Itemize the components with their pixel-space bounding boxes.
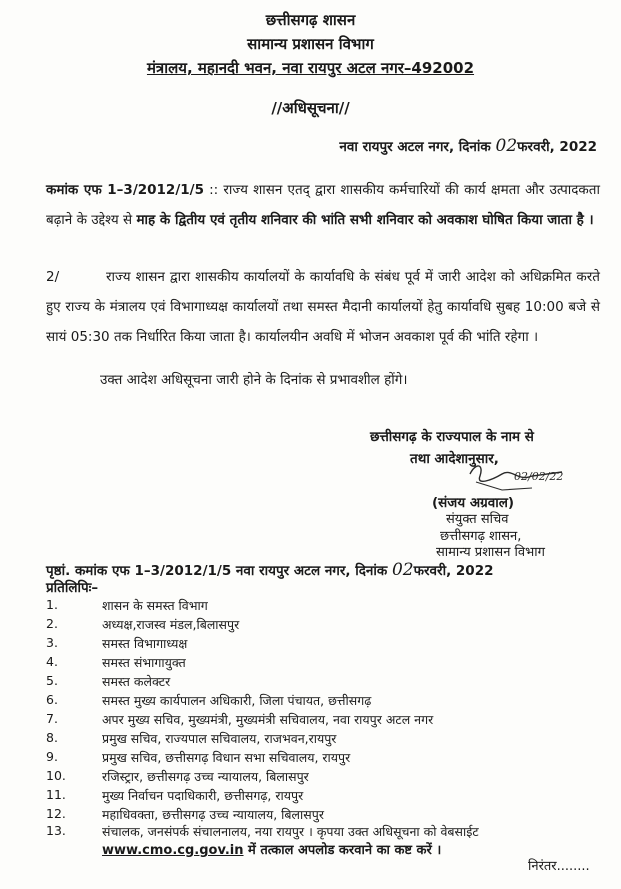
notification-title: //अधिसूचना// xyxy=(271,99,350,117)
endorsement-reference xyxy=(46,560,493,580)
paragraph-2-text: राज्य शासन द्वारा शासकीय कार्यालयों के कार्यावधि के संबंध पूर्व में जारी आदेश को अधिक्रमित करते हुए राज्य के मंत्रालय एवं विभागाध्यक्ष कार्यालयों तथा समस्त मैदानी कार्यालयों हेतु कार्यावधि सुबह 10:00 बजे से सायं 05:30 तक निर्धारित किया जाता है। कार्यालयीन अवधि में भोजन अवकाश पूर्व की भांति रहेगा । xyxy=(46,269,600,345)
paragraph-3: उक्त आदेश अधिसूचना जारी होने के दिनांक से प्रभावशील होंगे। xyxy=(100,372,408,388)
header-government: छत्तीसगढ़ शासन xyxy=(265,11,356,29)
paragraph-2 xyxy=(46,262,600,352)
website-instruction-text: में तत्काल अपलोड करवाने का कष्ट करें । xyxy=(243,843,442,858)
signatory-designation: संयुक्त सचिव xyxy=(446,512,509,527)
endorsement-month-year: फरवरी, 2022 xyxy=(413,563,494,579)
paragraph-1 xyxy=(46,175,600,235)
place-date-prefix: नवा रायपुर अटल नगर, दिनांक xyxy=(339,139,491,155)
paragraph-2-number: 2/ xyxy=(46,269,60,285)
endorsement-day: 02 xyxy=(391,560,414,580)
place-date xyxy=(339,136,597,156)
signatory-department: सामान्य प्रशासन विभाग xyxy=(436,545,545,560)
signatory-government: छत्तीसगढ़ शासन, xyxy=(440,529,522,544)
website-link: www.cmo.cg.gov.in xyxy=(102,843,244,858)
signature-authority-line1: छत्तीसगढ़ के राज्यपाल के नाम से xyxy=(370,429,534,445)
header-department: सामान्य प्रशासन विभाग xyxy=(247,35,374,53)
notification-document: छत्तीसगढ़ शासन सामान्य प्रशासन विभाग मंत्रालय, महानदी भवन, नवा रायपुर अटल नगर–492002 //अधिसूचना// नवा रायपुर अटल नगर, दिनांक 02फरवरी, 2022 कमांक एफ 1–3/2012/1/5 :: राज्य शासन एतद् द्वारा शासकीय कर्मचारियों की कार्य क्षमता और उत्पादकता बढ़ाने के उद्देश्य से माह के द्वितीय एवं तृतीय शनिवार की भांति सभी शनिवार को अवकाश घोषित किया जाता है । 2/ राज्य शासन द्वारा शासकीय कार्यालयों के कार्यावधि के संबंध पूर्व में जारी आदेश को अधिक्रमित करते हुए राज्य के मंत्रालय एवं विभागाध्यक्ष कार्यालयों तथा समस्त मैदानी कार्यालयों हेतु कार्यावधि सुबह 10:00 बजे से सायं 05:30 तक निर्धारित किया जाता है। कार्यालयीन अवधि में भोजन अवकाश पूर्व की भांति रहेगा । उक्त आदेश अधिसूचना जारी होने के दिनांक से प्रभावशील होंगे। छत्तीसगढ़ के राज्यपाल के नाम से तथा आदेशानुसार, 02/02/22 (संजय अग्रवाल) संयुक्त सचिव छत्तीसगढ़ शासन, सामान्य प्रशासन विभाग पृष्ठां. कमांक एफ 1–3/2012/1/5 नवा रायपुर अटल नगर, दिनांक 02फरवरी, 2022 प्रतिलिपिः– 1. शासन के समस्त विभाग 2. अध्यक्ष,राजस्व मंडल,बिलासपुर 3. समस्त विभागाध्यक्ष 4. समस्त संभागायुक्त 5. समस्त कलेक्टर 6. समस्त मुख्य कार्यपालन अधिकारी, जिला पंचायत, छत्तीसगढ़ 7. अपर मुख्य सचिव, मुख्यमंत्री, मुख्यमंत्री सचिवालय, नवा रायपुर अटल नगर 8. प्रमुख सचिव, राज्यपाल सचिवालय, राजभवन,रायपुर 9. प्रमुख सचिव, छत्तीसगढ़ विधान सभा सचिवालय, रायपुर 10. रजिस्ट्रार, छत्तीसगढ़ उच्च न्यायालय, बिलासपुर 11. मुख्य निर्वाचन पदाधिकारी, छत्तीसगढ़, रायपुर 12. महाधिवक्ता, छत्तीसगढ़ उच्च न्यायालय, बिलासपुर 13. संचालक, जनसंपर्क संचालनालय, नया रायपुर । कृपया उक्त अधिसूचना को वेबसाईट www.cmo.cg.gov.in में तत्काल अपलोड करवाने का कष्ट करें । निरंतर........ xyxy=(0,0,621,889)
place-date-month-year: फरवरी, 2022 xyxy=(517,139,597,155)
order-reference: कमांक एफ 1–3/2012/1/5 xyxy=(46,182,204,198)
signature-authority-line2: तथा आदेशानुसार, xyxy=(410,451,499,467)
endorsement-ref-text: पृष्ठां. कमांक एफ 1–3/2012/1/5 नवा रायपुर अटल नगर, दिनांक xyxy=(46,563,388,579)
paragraph-1-text: :: राज्य शासन एतद् द्वारा शासकीय कर्मचारियों की कार्य क्षमता और उत्पादकता बढ़ाने के उद्देश्य से xyxy=(46,182,600,228)
continued-marker: निरंतर........ xyxy=(528,859,590,874)
copy-to-label: प्रतिलिपिः– xyxy=(46,580,99,596)
header-address: मंत्रालय, महानदी भवन, नवा रायपुर अटल नगर–492002 xyxy=(146,59,475,77)
place-date-day: 02 xyxy=(495,136,518,156)
paragraph-1-bold-text: माह के द्वितीय एवं तृतीय शनिवार की भांति सभी शनिवार को अवकाश घोषित किया जाता है । xyxy=(136,212,594,228)
signature-date: 02/02/22 xyxy=(514,470,564,483)
signatory-name: (संजय अग्रवाल) xyxy=(432,495,515,511)
website-instruction xyxy=(102,840,441,858)
